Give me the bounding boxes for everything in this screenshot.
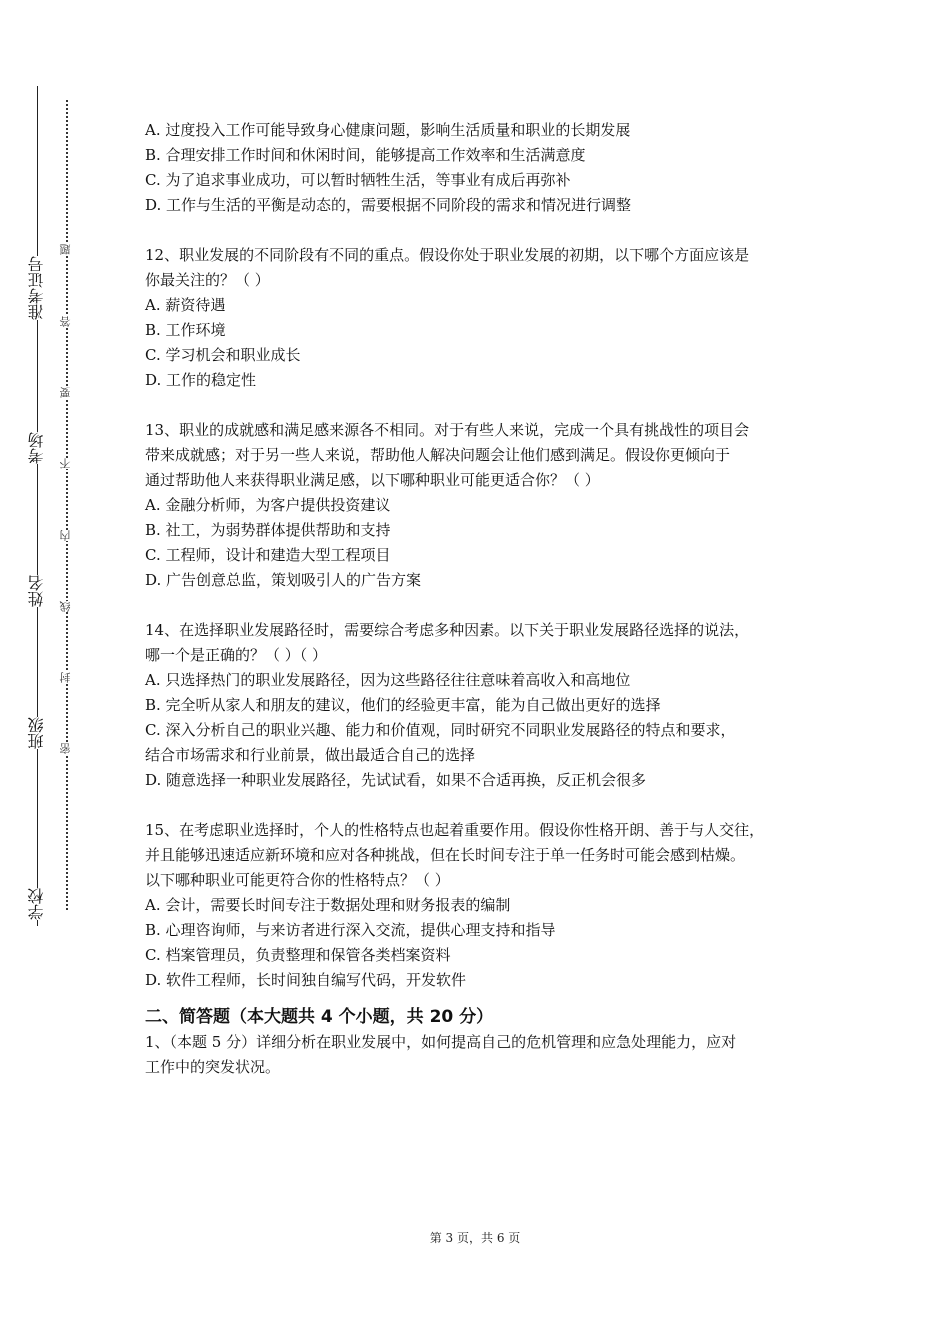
option-d: D. 广告创意总监，策划吸引人的广告方案 xyxy=(145,571,422,589)
binding-margin xyxy=(0,0,80,1344)
question-14 xyxy=(145,618,835,793)
label-name: 姓名 xyxy=(21,575,53,607)
question-stem: 以下哪种职业可能更符合你的性格特点？（ ） xyxy=(145,871,450,889)
option-c: C. 为了追求事业成功，可以暂时牺牲生活，等事业有成后再弥补 xyxy=(145,171,571,189)
short-answer-question-1-continued: 工作中的突发状况。 xyxy=(145,1058,281,1076)
margin-solid-line xyxy=(37,86,38,926)
question-stem: 带来成就感；对于另一些人来说，帮助他人解决问题会让他们感到满足。假设你更倾向于 xyxy=(145,446,731,464)
question-11-options xyxy=(145,118,835,218)
question-stem: 15、在考虑职业选择时，个人的性格特点也起着重要作用。假设你性格开朗、善于与人交往， xyxy=(145,821,765,839)
question-stem: 通过帮助他人来获得职业满足感，以下哪种职业可能更适合你？（ ） xyxy=(145,471,600,489)
option-a: A. 金融分析师，为客户提供投资建议 xyxy=(145,496,391,514)
seal-char: 线 xyxy=(59,601,72,612)
option-a: A. 会计，需要长时间专注于数据处理和财务报表的编制 xyxy=(145,896,511,914)
question-stem: 哪一个是正确的？（ ）（ ） xyxy=(145,646,328,664)
seal-char: 密 xyxy=(59,743,72,754)
option-a: A. 过度投入工作可能导致身心健康问题，影响生活质量和职业的长期发展 xyxy=(145,121,631,139)
option-b: B. 完全听从家人和朋友的建议，他们的经验更丰富，能为自己做出更好的选择 xyxy=(145,696,661,714)
seal-char: 题 xyxy=(59,244,72,255)
option-a: A. 薪资待遇 xyxy=(145,296,226,314)
question-stem: 12、职业发展的不同阶段有不同的重点。假设你处于职业发展的初期，以下哪个方面应该是 xyxy=(145,246,750,264)
question-stem: 13、职业的成就感和满足感来源各不相同。对于有些人来说，完成一个具有挑战性的项目会 xyxy=(145,421,750,439)
option-c: C. 学习机会和职业成长 xyxy=(145,346,301,364)
short-answer-question-1: 1、（本题 5 分）详细分析在职业发展中，如何提高自己的危机管理和应急处理能力，应对 xyxy=(145,1033,737,1051)
question-12 xyxy=(145,243,835,393)
seal-char: 不 xyxy=(59,458,72,469)
option-b: B. 工作环境 xyxy=(145,321,226,339)
option-c-continued: 结合市场需求和行业前景，做出最适合自己的选择 xyxy=(145,746,476,764)
exam-content xyxy=(145,118,835,1080)
seal-char: 内 xyxy=(59,530,72,541)
seal-char: 封 xyxy=(59,672,72,683)
option-d: D. 软件工程师，长时间独自编写代码，开发软件 xyxy=(145,971,467,989)
option-b: B. 社工，为弱势群体提供帮助和支持 xyxy=(145,521,391,539)
option-d: D. 工作与生活的平衡是动态的，需要根据不同阶段的需求和情况进行调整 xyxy=(145,196,632,214)
question-15 xyxy=(145,818,835,993)
option-b: B. 合理安排工作时间和休闲时间，能够提高工作效率和生活满意度 xyxy=(145,146,586,164)
option-b: B. 心理咨询师，与来访者进行深入交流，提供心理支持和指导 xyxy=(145,921,556,939)
seal-char: 答 xyxy=(59,316,72,327)
seal-char: 要 xyxy=(59,387,72,398)
question-stem: 并且能够迅速适应新环境和应对各种挑战，但在长时间专注于单一任务时可能会感到枯燥。 xyxy=(145,846,746,864)
label-class: 班级 xyxy=(21,717,53,749)
option-d: D. 工作的稳定性 xyxy=(145,371,257,389)
label-room: 考场 xyxy=(21,432,53,464)
option-a: A. 只选择热门的职业发展路径，因为这些路径往往意味着高收入和高地位 xyxy=(145,671,631,689)
question-13 xyxy=(145,418,835,593)
margin-dotted-line xyxy=(66,100,68,910)
label-exam-id: 准考证号 xyxy=(21,256,53,320)
option-c: C. 工程师，设计和建造大型工程项目 xyxy=(145,546,391,564)
label-school: 学校 xyxy=(21,888,53,920)
question-stem: 14、在选择职业发展路径时，需要综合考虑多种因素。以下关于职业发展路径选择的说法， xyxy=(145,621,750,639)
option-c: C. 深入分析自己的职业兴趣、能力和价值观，同时研究不同职业发展路径的特点和要求， xyxy=(145,721,736,739)
question-stem: 你最关注的？（ ） xyxy=(145,271,270,289)
page-number: 第 3 页，共 6 页 xyxy=(429,1231,521,1245)
option-d: D. 随意选择一种职业发展路径，先试试看，如果不合适再换，反正机会很多 xyxy=(145,771,647,789)
section-title: 二、简答题（本大题共 4 个小题，共 20 分） xyxy=(145,1007,494,1027)
option-c: C. 档案管理员，负责整理和保管各类档案资料 xyxy=(145,946,451,964)
